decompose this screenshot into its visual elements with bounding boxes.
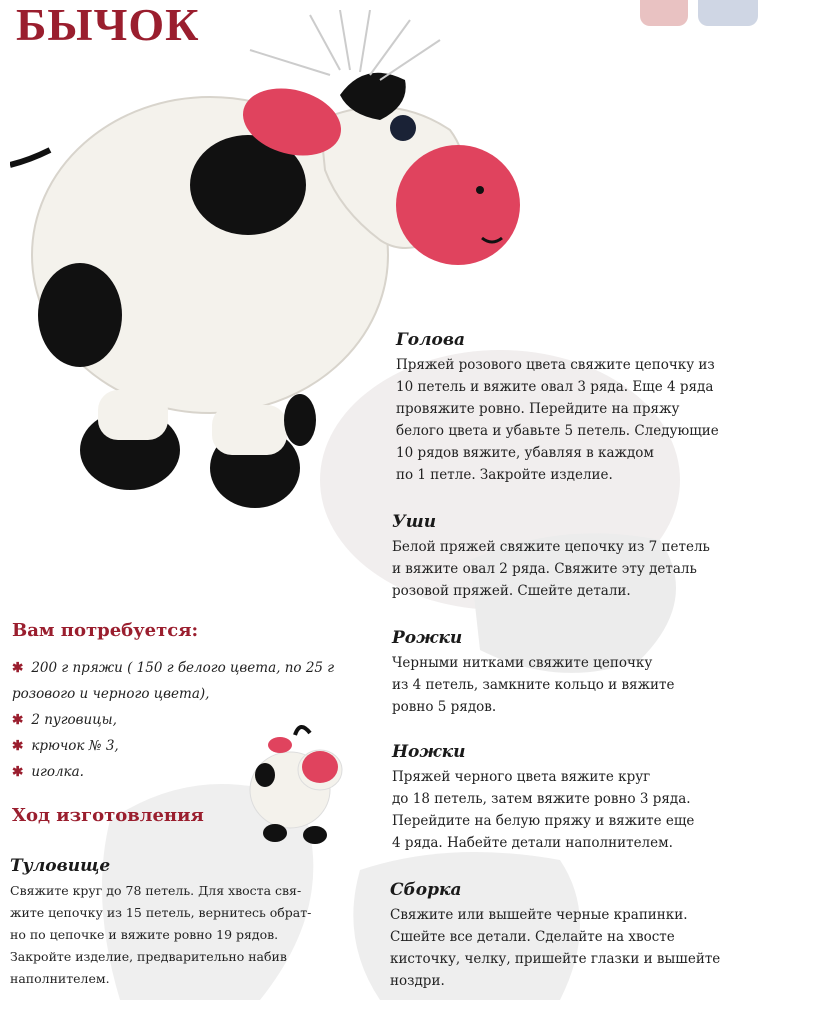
section-text: Белой пряжей свяжите цепочку из 7 петель и вяжите овал 2 ряда. Свяжите эту деталь розовой пряжей. Сшейте детали. bbox=[392, 539, 710, 599]
section-text: Свяжите круг до 78 петель. Для хвоста свя- жите цепочку из 15 петель, вернитесь обрат- но по цепочке и вяжите ровно 19 рядов. Закройте изделие, предварительно набив наполнителем. bbox=[10, 883, 312, 986]
section-heading: Уши bbox=[392, 512, 437, 532]
bullet-star-icon: ✱ bbox=[12, 764, 24, 780]
section-horns bbox=[392, 628, 812, 718]
section-body bbox=[10, 856, 380, 990]
bullet-star-icon: ✱ bbox=[12, 738, 24, 754]
list-item: ✱ крючок № 3, bbox=[12, 738, 119, 754]
materials-list bbox=[12, 655, 372, 785]
section-heading: Ножки bbox=[392, 742, 466, 762]
section-heading: Туловище bbox=[10, 856, 111, 876]
section-assembly bbox=[390, 880, 820, 992]
section-text: Черными нитками свяжите цепочку из 4 петель, замкните кольцо и вяжите ровно 5 рядов. bbox=[392, 655, 675, 715]
section-text: Пряжей розового цвета свяжите цепочку из 10 петель и вяжите овал 3 ряда. Еще 4 ряда провяжите ровно. Перейдите на пряжу белого цвета и убавьте 5 петель. Следующие 10 рядов вяжите, убавляя в каждом по 1 петле. Закройте изделие. bbox=[396, 357, 719, 483]
list-item: ✱ 200 г пряжи ( 150 г белого цвета, по 25 г розового и черного цвета), bbox=[12, 660, 335, 702]
list-item: ✱ 2 пуговицы, bbox=[12, 712, 117, 728]
section-heading: Голова bbox=[396, 330, 466, 350]
section-text: Свяжите или вышейте черные крапинки. Сшейте все детали. Сделайте на хвосте кисточку, челку, пришейте глазки и вышейте ноздри. bbox=[390, 907, 721, 989]
list-item: ✱ иголка. bbox=[12, 764, 84, 780]
section-ears bbox=[392, 512, 812, 602]
materials-title: Вам потребуется: bbox=[12, 620, 199, 641]
section-heading: Сборка bbox=[390, 880, 462, 900]
section-head bbox=[396, 330, 816, 486]
section-legs bbox=[392, 742, 812, 854]
bullet-star-icon: ✱ bbox=[12, 712, 24, 728]
bullet-star-icon: ✱ bbox=[12, 660, 24, 676]
page-title: БЫЧОК bbox=[16, 0, 200, 50]
instructions-title: Ход изготовления bbox=[12, 805, 204, 826]
section-heading: Рожки bbox=[392, 628, 463, 648]
section-text: Пряжей черного цвета вяжите круг до 18 петель, затем вяжите ровно 3 ряда. Перейдите на белую пряжу и вяжите еще 4 ряда. Набейте детали наполнителем. bbox=[392, 769, 695, 851]
